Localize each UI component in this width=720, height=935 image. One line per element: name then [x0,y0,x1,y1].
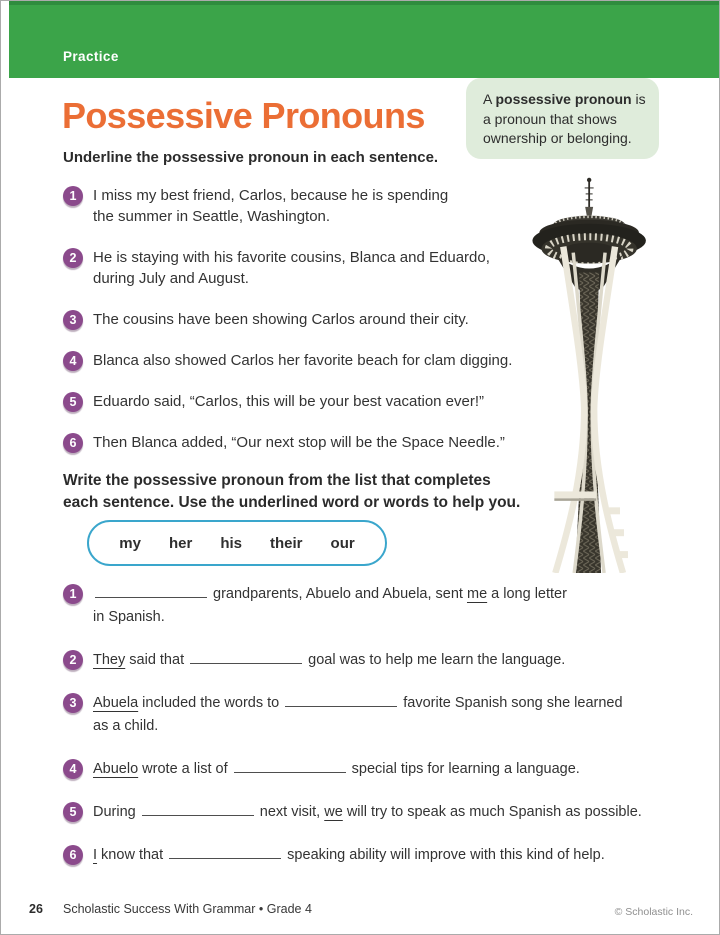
copyright: © Scholastic Inc. [614,906,693,918]
sentence-text: During [93,804,140,820]
header-bar [9,1,719,78]
sentence-text: as a child. [93,718,159,734]
exercise-item [63,844,711,867]
item-number-badge: 1 [63,186,83,206]
sentence-text: in Spanish. [93,609,165,625]
page-title: Possessive Pronouns [62,95,425,136]
instruction-write-line1: Write the possessive pronoun from the list that completes [63,472,491,489]
instruction-underline: Underline the possessive pronoun in each sentence. [63,149,439,166]
sentence-text: know that [97,847,168,863]
word-bank-word: her [168,534,193,552]
item-sentence [93,391,568,412]
sentence-text: will try to speak as much Spanish as possible. [342,804,642,820]
sentence-text: included the words to [138,695,284,711]
item-number-badge: 6 [63,845,83,865]
item-number-badge: 5 [63,392,83,412]
exercise-item [63,801,711,824]
definition-callout [466,78,659,159]
item-number-badge: 2 [63,650,83,670]
item-number-badge: 3 [63,310,83,330]
word-bank-word: his [220,534,243,552]
answer-blank[interactable] [95,584,207,598]
sentence-text: special tips for learning a language. [347,761,580,777]
answer-blank[interactable] [142,802,254,816]
sentence-text: Blanca also showed Carlos her favorite beach for clam digging. [93,352,513,369]
word-bank-word: our [330,534,355,552]
definition-suffix: is a pronoun that shows ownership or belonging. [483,91,646,146]
sentence-text: grandparents, Abuelo and Abuela, sent [209,586,467,602]
sentence-text: Then Blanca added, “Our next stop will be the Space Needle.” [93,434,505,451]
word-bank [87,520,387,566]
item-sentence [93,350,568,371]
exercise-item [63,185,568,227]
item-sentence [93,309,568,330]
word-bank-word: my [119,534,141,552]
underlined-clue-word: we [324,804,343,820]
item-sentence [93,692,711,738]
fill-in-exercise-list [63,583,711,887]
item-number-badge: 3 [63,693,83,713]
answer-blank[interactable] [234,759,346,773]
sentence-text: said that [125,652,189,668]
sentence-text: I miss my best friend, Carlos, because he is spending [93,187,449,204]
instruction-write [63,470,520,514]
answer-blank[interactable] [190,650,302,664]
item-number-badge: 5 [63,802,83,822]
sentence-text: He is staying with his favorite cousins, Blanca and Eduardo, [93,249,490,266]
sentence-text: The cousins have been showing Carlos around their city. [93,311,469,328]
exercise-item [63,309,568,330]
sentence-text: Eduardo said, “Carlos, this will be your best vacation ever!” [93,393,485,410]
instruction-write-line2: each sentence. Use the underlined word or words to help you. [63,494,521,511]
exercise-item [63,247,568,289]
underlined-clue-word: I [93,847,98,863]
answer-blank[interactable] [285,693,397,707]
item-sentence [93,844,711,867]
exercise-item [63,583,711,629]
item-number-badge: 1 [63,584,83,604]
underlined-clue-word: me [466,586,488,602]
item-sentence [93,185,568,227]
sentence-text: speaking ability will improve with this kind of help. [283,847,605,863]
item-sentence [93,432,568,453]
underlined-clue-word: Abuela [93,695,139,711]
header-top-strip [9,1,719,5]
underline-exercise-list [63,185,568,473]
sentence-text: next visit, [255,804,325,820]
exercise-item [63,649,711,672]
sentence-text: favorite Spanish song she learned [399,695,623,711]
sentence-text: the summer in Seattle, Washington. [93,208,331,225]
definition-term: possessive pronoun [495,91,632,107]
underlined-clue-word: Abuelo [93,761,139,777]
answer-blank[interactable] [169,845,281,859]
exercise-item [63,692,711,738]
exercise-item [63,391,568,412]
item-sentence [93,758,711,781]
exercise-item [63,432,568,453]
exercise-item [63,758,711,781]
sentence-text: goal was to help me learn the language. [304,652,566,668]
practice-label: Practice [63,49,119,64]
item-sentence [93,583,711,629]
word-bank-word: their [270,534,303,552]
item-number-badge: 6 [63,433,83,453]
sentence-text: wrote a list of [138,761,232,777]
sentence-text: a long letter [487,586,567,602]
item-number-badge: 4 [63,351,83,371]
space-needle-image [529,175,711,573]
underlined-clue-word: They [93,652,126,668]
definition-prefix: A [483,91,496,107]
page-number: 26 [29,902,43,916]
item-number-badge: 4 [63,759,83,779]
book-title: Scholastic Success With Grammar • Grade 4 [63,902,312,916]
exercise-item [63,350,568,371]
item-sentence [93,247,568,289]
item-number-badge: 2 [63,248,83,268]
sentence-text: during July and August. [93,270,249,287]
item-sentence [93,649,711,672]
item-sentence [93,801,711,824]
